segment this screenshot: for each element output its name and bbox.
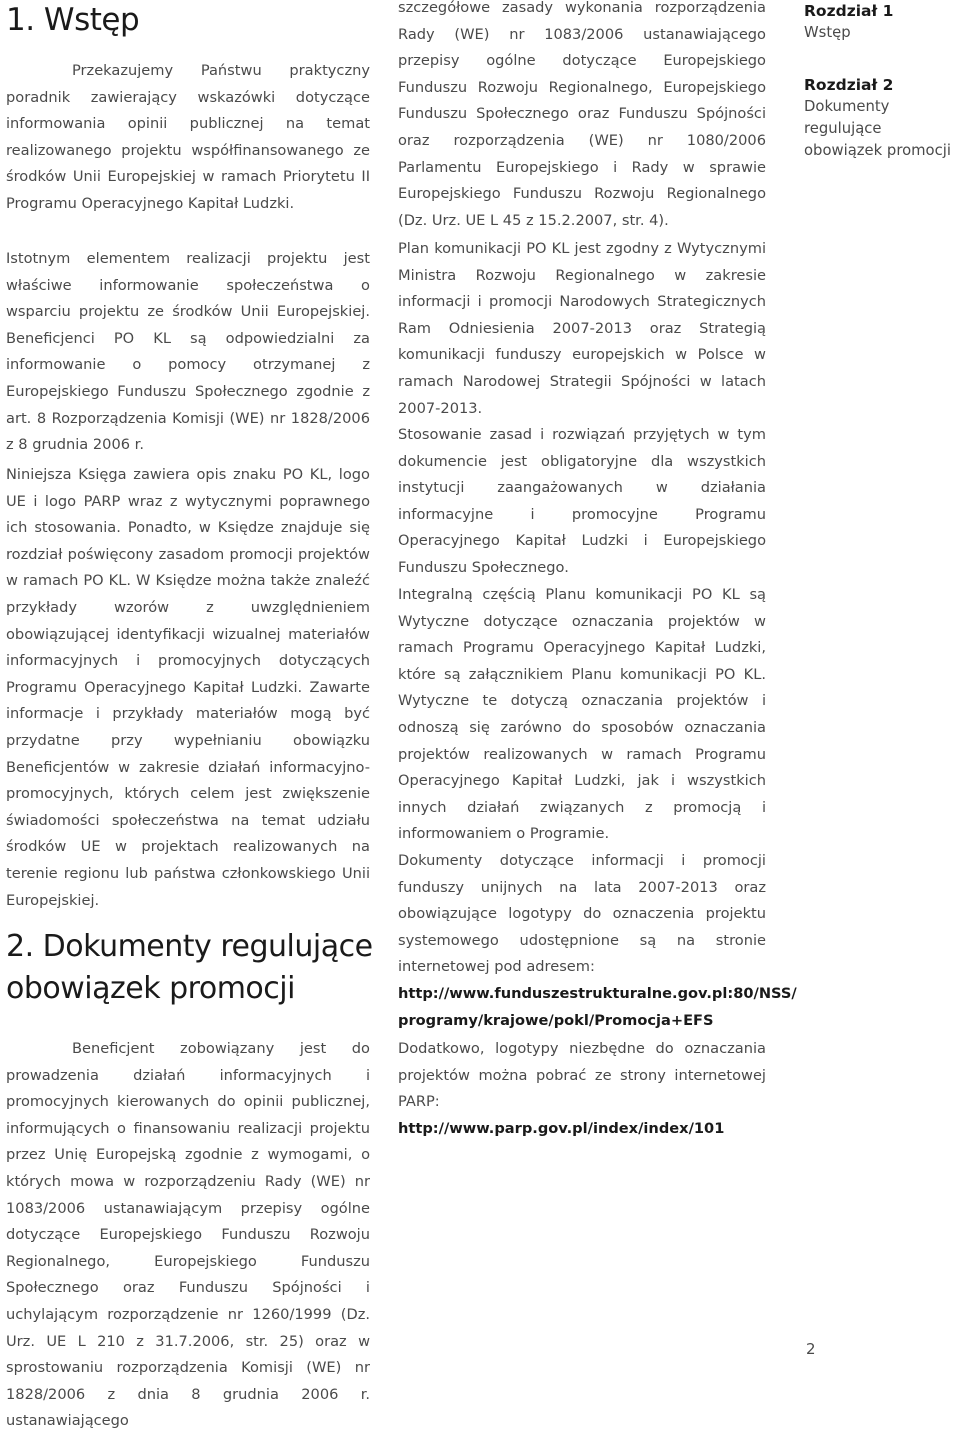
paragraph-plan-komunikacji: Plan komunikacji PO KL jest zgodny z Wytycznymi Ministra Rozwoju Regionalnego w zakresie informacji i promocji Narodowych Strategicznych Ram Odniesienia 2007-2013 oraz Strategią komunikacji funduszy europejskich w Polsce w ramach Narodowej Strategii Spójności w latach 2007-2013. (398, 240, 766, 417)
intro-paragraph: Przekazujemy Państwu praktyczny poradnik zawierający wskazówki dotyczące informowania opinii publicznej na temat realizowanego projektu współfinansowanego ze środków Unii Europejskiej w ramach Priorytetu II Programu Operacyjnego Kapitał Ludzki. (6, 62, 370, 212)
paragraph-szczegolowe: szczegółowe zasady wykonania rozporządzenia Rady (WE) nr 1083/2006 ustanawiającego przepisy ogólne dotyczące Europejskiego Funduszu Rozwoju Regionalnego, Europejskiego Funduszu Społecznego oraz Funduszu Spójności oraz rozporządzenia (WE) nr 1080/2006 Parlamentu Europejskiego i Rady w sprawie Europejskiego Funduszu Rozwoju Regionalnego (Dz. Urz. UE L 45 z 15.2.2007, str. 4). (398, 0, 766, 229)
chapter-2-title[interactable]: Rozdział 2 (804, 76, 894, 94)
heading-1 (6, 0, 366, 40)
chapter-1-title[interactable]: Rozdział 1 (804, 2, 894, 20)
paragraph-niniejsza: Niniejsza Księga zawiera opis znaku PO KL, logo UE i logo PARP wraz z wytycznymi poprawnego ich stosowania. Ponadto, w Księdze znajduje się rozdział poświęcony zasadom promocji projektów w ramach PO KL. W Księdze można także znaleźć przykłady wzorów z uwzględnieniem obowiązującej identyfikacji wizualnej materiałów informacyjnych i promocyjnych dotyczących Programu Operacyjnego Kapitał Ludzki. Zawarte informacje i przykłady materiałów mogą być przydatne przy wypełnianiu obowiązku Beneficjentów w zakresie działań informacyjno-promocyjnych, których celem jest zwiększenie świadomości społeczeństwa na temat udziału środków UE w projektach realizowanych na terenie regionu lub państwa członkowskiego Unii Europejskiej. (6, 466, 370, 909)
paragraph-integralna: Integralną częścią Planu komunikacji PO KL są Wytyczne dotyczące oznaczania projektów w ramach Programu Operacyjnego Kapitał Ludzki, które są załącznikiem Planu komunikacji PO KL. Wytyczne te dotyczą oznaczania projektów i odnoszą się zarówno do sposobów oznaczania projektów realizowanych w ramach Programu Operacyjnego Kapitał Ludzki, jak i wszystkich innych działań związanych z promocją i informowaniem o Programie. (398, 586, 766, 843)
paragraph-dokumenty: Dokumenty dotyczące informacji i promocji funduszy unijnych na lata 2007-2013 oraz obowiązujące logotypy do oznaczenia projektu systemowego udostępnione są na stronie internetowej pod adresem: (398, 852, 766, 976)
paragraph-dodatkowo: Dodatkowo, logotypy niezbędne do oznaczania projektów można pobrać ze strony internetowej PARP: (398, 1040, 766, 1111)
link-fundusze-line1[interactable]: http://www.funduszestrukturalne.gov.pl:80/NSS/ (398, 984, 797, 1002)
section-2-title: 2. Dokumenty regulujące obowiązek promocji (6, 929, 373, 1006)
paragraph-stosowanie: Stosowanie zasad i rozwiązań przyjętych w tym dokumencie jest obligatoryjne dla wszystkich instytucji zaangażowanych w działania informacyjne i promocyjne Programu Operacyjnego Kapitał Ludzki i Europejskiego Funduszu Społecznego. (398, 426, 766, 576)
page-number: 2 (806, 1340, 816, 1358)
chapter-sidebar (804, 0, 960, 162)
chapter-2-subtitle[interactable]: Dokumenty regulujące obowiązek promocji (804, 98, 951, 159)
chapter-1-subtitle[interactable]: Wstęp (804, 24, 851, 41)
section-1-title: 1. Wstęp (6, 2, 140, 38)
link-parp[interactable]: http://www.parp.gov.pl/index/index/101 (398, 1119, 725, 1137)
paragraph-beneficjent: Beneficjent zobowiązany jest do prowadzenia działań informacyjnych i promocyjnych kierowanych do opinii publicznej, informujących o finansowaniu realizacji projektu przez Unię Europejską zgodnie z wymogami, o których mowa w rozporządzeniu Rady (WE) nr 1083/2006 ustanawiającym przepisy ogólne dotyczące Europejskiego Funduszu Rozwoju Regionalnego, Europejskiego Funduszu Społecznego oraz Funduszu Spójności i uchylającym rozporządzenie nr 1260/1999 (Dz. Urz. UE L 210 z 31.7.2006, str. 25) oraz w sprostowaniu rozporządzenia Komisji (WE) nr 1828/2006 z dnia 8 grudnia 2006 r. ustanawiającego (6, 1040, 370, 1430)
link-fundusze-line2[interactable]: programy/krajowe/pokl/Promocja+EFS (398, 1011, 714, 1029)
paragraph-istotnym: Istotnym elementem realizacji projektu jest właściwe informowanie społeczeństwa o wsparciu projektu ze środków Unii Europejskiej. Beneficjenci PO KL są odpowiedzialni za informowanie o pomocy otrzymanej z Europejskiego Funduszu Społecznego zgodnie z art. 8 Rozporządzenia Komisji (WE) nr 1828/2006 z 8 grudnia 2006 r. (6, 250, 370, 454)
